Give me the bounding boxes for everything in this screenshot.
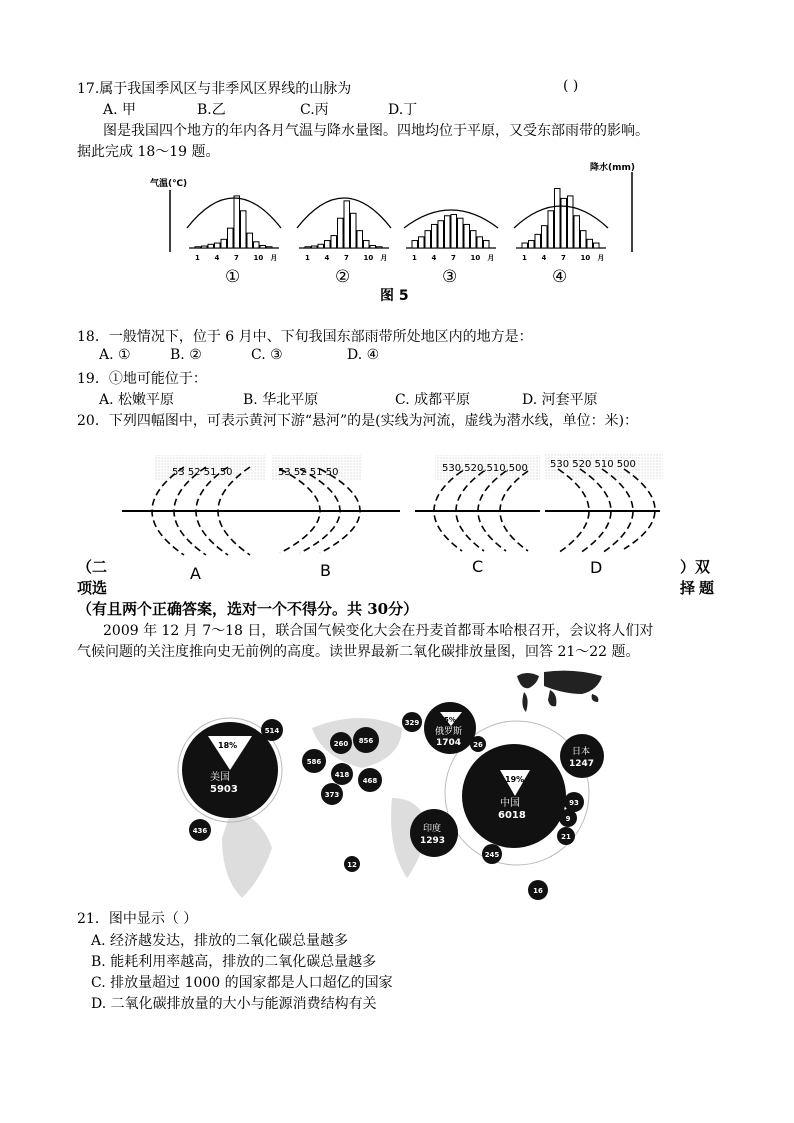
section2-heading-part4: 择题: [680, 579, 719, 597]
usa-name: 美国: [210, 772, 230, 783]
intro18-line1: 图是我国四个地方的年内各月气温与降水量图。四地均位于平原，又受东部雨带的影响。: [103, 123, 649, 139]
fig5-precip-bar: [581, 231, 587, 248]
fig5-x-tick: 月: [487, 254, 495, 262]
fig5-precip-bar: [208, 244, 214, 248]
fig5-precip-bar: [247, 233, 253, 248]
fig5-x-tick: 10: [470, 254, 481, 262]
q21-option-c: C. 排放量超过 1000 的国家都是人口超亿的国家: [91, 975, 393, 991]
fig5-precip-bar: [312, 246, 318, 248]
fig5-x-tick: 10: [363, 254, 374, 262]
co2-small-bubble-value: 26: [473, 741, 483, 749]
fig5-precip-bar: [451, 215, 457, 248]
india-name: 印度: [423, 824, 442, 834]
q19-option-a: A. 松嫩平原: [99, 392, 175, 408]
fig5-x-tick: 4: [324, 254, 330, 262]
diagram-b: [270, 455, 400, 580]
diagram-c-label: C: [472, 557, 484, 576]
co2-small-bubble-value: 260: [333, 740, 349, 748]
fig5-x-tick: 1: [412, 254, 417, 262]
co2-small-bubble-value: 9: [565, 815, 571, 823]
q17-option-b: B.乙: [197, 102, 226, 118]
diagram-a-label: A: [190, 564, 201, 583]
diagram-b-contour-values: 53 52 51 50: [278, 467, 339, 478]
fig5-precip-bar: [241, 211, 247, 248]
q19-option-b: B. 华北平原: [243, 392, 319, 408]
co2-small-bubble-value: 21: [561, 833, 571, 841]
fig5-precip-bar: [425, 231, 431, 248]
figure5-climate-charts: [150, 160, 640, 305]
fig5-precip-bar: [555, 188, 561, 248]
q21-option-b: B. 能耗利用率越高，排放的二氧化碳总量越多: [91, 954, 377, 970]
q17-option-c: C.丙: [300, 102, 329, 118]
fig5-precip-bar: [331, 236, 337, 248]
china-share: 19%: [505, 775, 525, 784]
fig5-precip-bar: [195, 247, 201, 248]
fig5-precip-bar: [458, 218, 464, 248]
fig5-precip-bar: [377, 247, 383, 248]
co2-emissions-map: [172, 668, 612, 906]
fig5-precip-bar: [364, 241, 370, 248]
fig5-precip-bar: [529, 241, 535, 248]
q17-option-d: D.丁: [388, 102, 418, 118]
intro21-line1: 2009 年 12 月 7～18 日，联合国气候变化大会在丹麦首都哥本哈根召开，会议将人们对: [103, 623, 654, 639]
usa-share: 18%: [218, 741, 238, 750]
q20-stem: 20．下列四幅图中，可表示黄河下游“悬河”的是(实线为河流，虚线为潜水线，单位：米)：: [77, 413, 639, 429]
fig5-y-label-left: 气温(℃): [150, 179, 188, 189]
fig5-precip-bar: [574, 216, 580, 248]
fig5-x-tick: 4: [214, 254, 220, 262]
india-value: 1293: [420, 836, 446, 846]
japan-value: 1247: [569, 759, 595, 769]
fig5-panel-3: [404, 210, 498, 287]
co2-small-bubble-value: 12: [347, 861, 357, 869]
fig5-precip-bar: [234, 196, 240, 248]
co2-small-bubble-value: 514: [264, 727, 280, 735]
russia-value: 1704: [436, 738, 462, 748]
fig5-x-tick: 月: [380, 254, 388, 262]
diagram-a: [122, 455, 270, 583]
fig5-caption: 图 5: [380, 288, 409, 304]
diagram-b-label: B: [320, 561, 331, 580]
co2-small-bubble-value: 418: [334, 771, 350, 779]
section2-heading-part1: （二: [77, 558, 108, 576]
fig5-precip-bar: [344, 201, 350, 248]
fig5-panel-label: ①: [225, 267, 241, 287]
fig5-precip-bar: [464, 224, 470, 248]
fig5-precip-bar: [370, 246, 376, 248]
fig5-precip-bar: [445, 216, 451, 248]
japan-name: 日本: [572, 747, 591, 757]
fig5-x-tick: 7: [344, 254, 349, 262]
q18-option-a: A. ①: [99, 347, 131, 363]
china-bubble: [462, 744, 566, 848]
fig5-precip-bar: [484, 241, 490, 248]
q21-option-a: A. 经济越发达，排放的二氧化碳总量越多: [91, 933, 349, 949]
world-locator-icon: [517, 671, 602, 712]
fig5-precip-bar: [594, 243, 600, 248]
diagram-d-label: D: [590, 558, 603, 577]
co2-small-bubble-value: 329: [404, 719, 420, 727]
fig5-precip-bar: [228, 228, 234, 248]
q20-river-diagrams: [110, 445, 680, 585]
fig5-panel-4: [514, 188, 608, 287]
fig5-x-tick: 1: [195, 254, 200, 262]
fig5-precip-bar: [568, 196, 574, 248]
diagram-d: [545, 453, 663, 577]
fig5-y-label-right: 降水(mm): [590, 163, 635, 173]
fig5-panel-2: [297, 198, 391, 287]
co2-small-bubble-value: 245: [484, 851, 500, 859]
fig5-precip-bar: [260, 246, 266, 248]
fig5-x-tick: 1: [522, 254, 527, 262]
fig5-precip-bar: [325, 241, 331, 248]
fig5-precip-bar: [438, 221, 444, 248]
fig5-precip-bar: [338, 218, 344, 248]
co2-small-bubble-value: 468: [362, 777, 378, 785]
fig5-x-tick: 月: [597, 254, 605, 262]
q18-option-d: D. ④: [347, 347, 380, 363]
fig5-precip-bar: [548, 211, 554, 248]
fig5-x-tick: 月: [270, 254, 278, 262]
fig5-panel-label: ③: [442, 267, 458, 287]
co2-small-bubble-value: 16: [533, 887, 543, 895]
intro21-line2: 气候问题的关注度推向史无前例的高度。读世界最新二氧化碳排放量图，回答 21～22 题。: [77, 644, 640, 660]
fig5-precip-bar: [357, 231, 363, 248]
fig5-x-tick: 4: [541, 254, 547, 262]
q19-stem: 19．①地可能位于：: [77, 371, 207, 387]
fig5-panel-label: ②: [335, 267, 351, 287]
fig5-x-tick: 10: [580, 254, 591, 262]
fig5-x-tick: 10: [253, 254, 264, 262]
fig5-precip-bar: [535, 234, 541, 248]
co2-small-bubble-value: 93: [569, 799, 579, 807]
fig5-precip-bar: [318, 244, 324, 248]
fig5-precip-bar: [254, 242, 260, 248]
fig5-precip-bar: [587, 239, 593, 248]
co2-small-bubble-value: 586: [306, 758, 322, 766]
fig5-x-tick: 7: [561, 254, 566, 262]
section2-heading-part3: 项选: [77, 579, 108, 597]
q19-option-c: C. 成都平原: [395, 392, 471, 408]
co2-small-bubble-value: 856: [358, 737, 374, 745]
fig5-panel-label: ④: [552, 267, 568, 287]
fig5-precip-bar: [542, 226, 548, 248]
q18-option-b: B. ②: [170, 347, 202, 363]
fig5-panel-1: [187, 196, 281, 287]
fig5-x-tick: 7: [451, 254, 456, 262]
q18-stem: 18．一般情况下，位于 6 月中、下旬我国东部雨带所处地区内的地方是：: [77, 329, 533, 345]
diagram-d-contour-values: 530 520 510 500: [550, 459, 636, 470]
fig5-precip-bar: [215, 243, 221, 248]
russia-share: 5%: [444, 716, 456, 724]
co2-small-bubble-value: 373: [324, 791, 340, 799]
q18-option-c: C. ③: [251, 347, 283, 363]
diagram-a-contour-values: 53 52 51 50: [172, 467, 233, 478]
q17-option-a: A. 甲: [103, 102, 137, 118]
intro18-line2: 据此完成 18～19 题。: [77, 144, 220, 160]
q21-option-d: D. 二氧化碳排放量的大小与能源消费结构有关: [91, 996, 377, 1012]
section2-note: （有且两个正确答案，选对一个不得分。共 30分）: [77, 600, 419, 618]
china-value: 6018: [498, 810, 526, 821]
fig5-precip-bar: [221, 239, 227, 248]
section2-heading-part2: ）双: [680, 558, 711, 576]
q21-stem: 21．图中显示（ ）: [77, 911, 198, 927]
co2-small-bubble-value: 436: [192, 827, 208, 835]
fig5-precip-bar: [471, 231, 477, 248]
fig5-precip-bar: [412, 241, 418, 248]
fig5-x-tick: 1: [305, 254, 310, 262]
russia-name: 俄罗斯: [435, 727, 463, 737]
fig5-precip-bar: [351, 213, 357, 248]
fig5-precip-bar: [522, 243, 528, 248]
fig5-x-tick: 7: [234, 254, 239, 262]
fig5-precip-bar: [305, 247, 311, 248]
fig5-precip-bar: [432, 224, 438, 248]
fig5-precip-bar: [477, 237, 483, 248]
diagram-c-contour-values: 530,520,510,500: [442, 463, 528, 474]
china-name: 中国: [500, 798, 520, 809]
q17-answer-paren: ( ): [563, 78, 579, 94]
q17-stem: 17.属于我国季风区与非季风区界线的山脉为: [77, 81, 352, 97]
fig5-x-tick: 4: [431, 254, 437, 262]
fig5-precip-bar: [419, 237, 425, 248]
usa-value: 5903: [210, 784, 238, 795]
fig5-precip-bar: [202, 246, 208, 248]
q19-option-d: D. 河套平原: [522, 392, 598, 408]
fig5-precip-bar: [267, 247, 273, 248]
diagram-c: [415, 455, 540, 576]
